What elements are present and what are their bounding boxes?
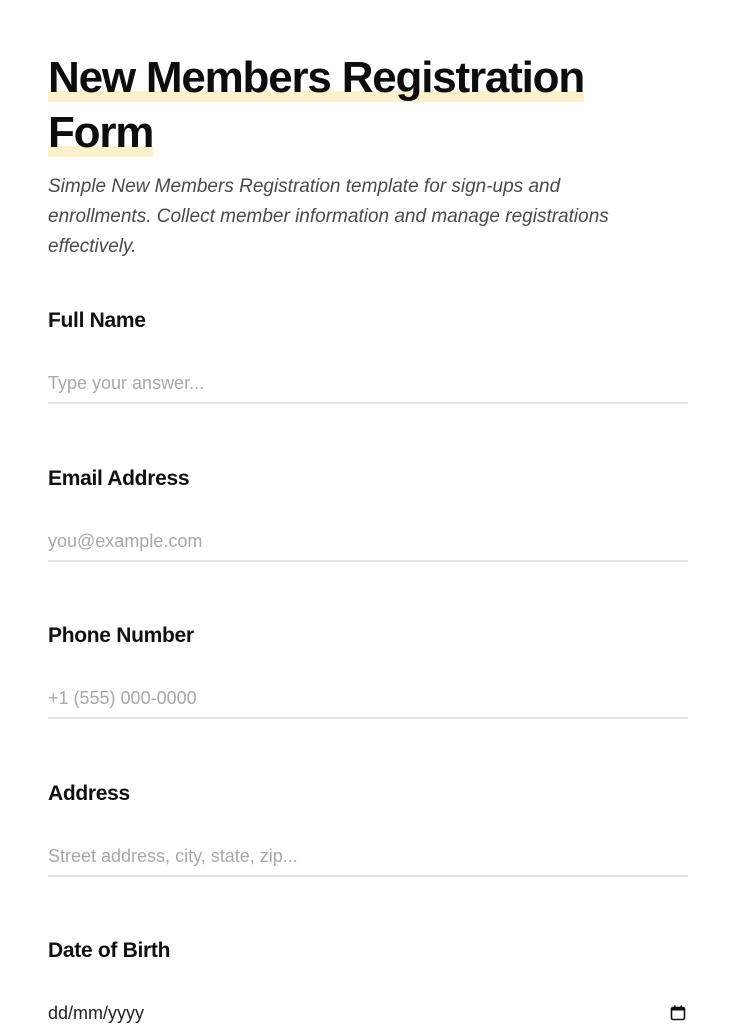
full-name-label: Full Name — [48, 309, 146, 332]
phone-label: Phone Number — [48, 624, 194, 647]
address-label: Address — [48, 782, 130, 805]
full-name-input[interactable] — [48, 364, 688, 404]
email-field — [48, 466, 688, 492]
phone-field — [48, 623, 688, 649]
date-of-birth-input[interactable] — [48, 994, 688, 1032]
date-of-birth-placeholder: dd/mm/yyyy — [48, 1002, 145, 1023]
form-title-line-1: New Members Registration — [48, 53, 585, 102]
full-name-field — [48, 308, 688, 334]
email-label: Email Address — [48, 467, 190, 490]
calendar-icon[interactable] — [670, 1005, 686, 1021]
address-field — [48, 781, 688, 807]
form-title-line-2: Form — [48, 108, 154, 157]
form-description: Simple New Members Registration template for sign-ups and enrollments. Collect member information and manage registrations effectively. — [48, 176, 609, 257]
email-input[interactable] — [48, 522, 688, 562]
address-input[interactable] — [48, 837, 688, 877]
phone-input[interactable] — [48, 679, 688, 719]
date-of-birth-label: Date of Birth — [48, 939, 171, 962]
form-title — [48, 0, 688, 160]
date-of-birth-field — [48, 938, 688, 1023]
